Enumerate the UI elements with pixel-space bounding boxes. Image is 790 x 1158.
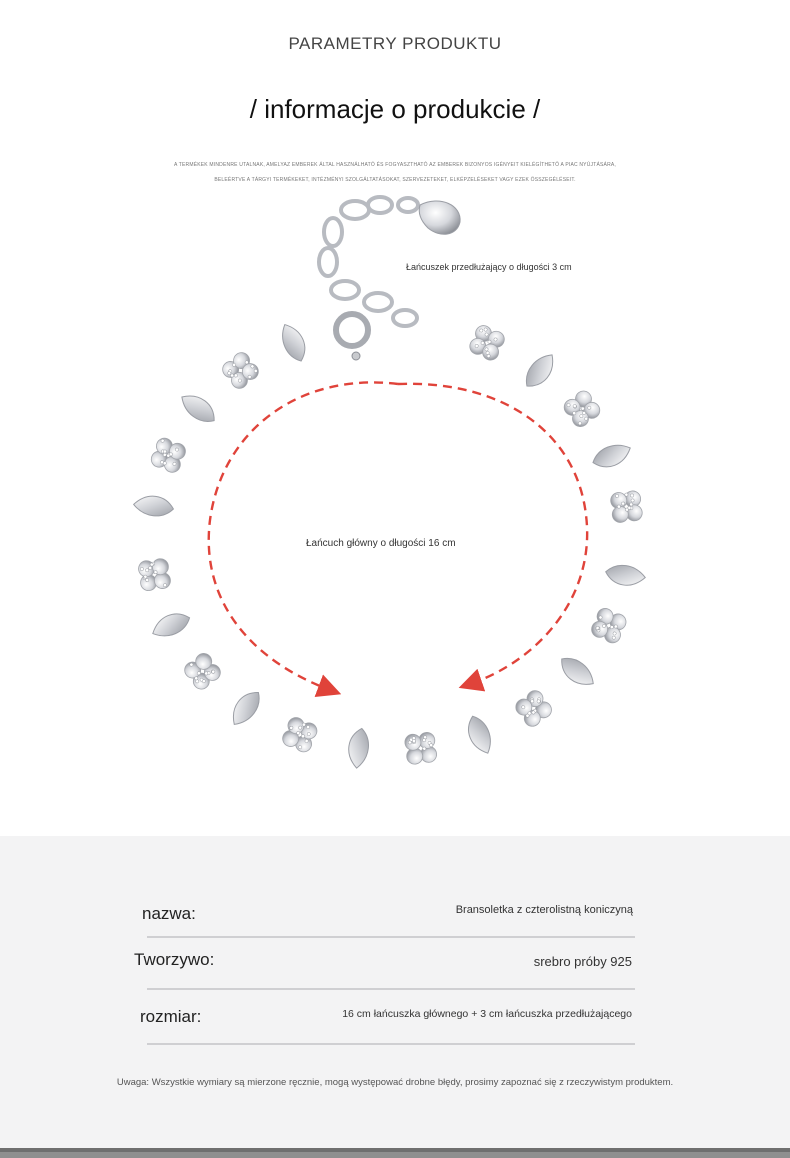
clover-link (467, 323, 507, 363)
section-title: PARAMETRY PRODUKTU (288, 34, 502, 53)
leaf-link (149, 608, 193, 642)
fine-print-line-2: BELEÉRTVE A TÁRGYI TERMÉKEKET, INTÉZMÉNYI SZOLGÁLTATÁSOKAT, SZERVEZETEKET, ELKÉPZELÉSEKET VAGY EZEK ÖSSZEGÉLÉSEIT. (214, 177, 576, 183)
spec-value-name: Bransoletka z czterolistną koniczyną (455, 904, 633, 916)
leaf-link (133, 494, 175, 518)
spec-value-size: 16 cm łańcuszka głównego + 3 cm łańcuszka przedłużającego (342, 1008, 632, 1020)
spec-label-size: rozmiar: (140, 1007, 202, 1026)
bottom-bar (0, 1148, 790, 1158)
specification-panel (0, 836, 790, 1158)
leaf-link (555, 652, 599, 692)
clover-link (404, 731, 438, 765)
leaf-link (520, 349, 560, 392)
bracelet-illustration (0, 190, 790, 780)
spec-divider (147, 1043, 635, 1045)
extension-drop-charm (419, 201, 460, 234)
clover-link (181, 650, 223, 692)
clover-link (589, 606, 628, 645)
section-subtitle: / informacje o produkcie / (249, 94, 541, 124)
clover-link (149, 436, 188, 475)
leaf-link (346, 727, 371, 769)
clover-link (513, 687, 555, 729)
leaf-link (590, 440, 634, 473)
measure-arrow-right (398, 384, 587, 684)
clover-link (219, 349, 261, 391)
leaf-link (226, 686, 266, 730)
leaf-link (177, 389, 221, 428)
clover-link (610, 490, 643, 523)
spec-label-material: Tworzywo: (134, 950, 215, 969)
clover-link (137, 558, 171, 592)
spec-label-name: nazwa: (142, 904, 196, 923)
leaf-link (604, 563, 646, 588)
clover-link (280, 715, 319, 754)
spec-divider (147, 988, 635, 990)
extension-length-label: Łańcuszek przedłużający o długości 3 cm (402, 260, 576, 274)
spring-ring-clasp (336, 314, 368, 346)
measurement-note: Uwaga: Wszystkie wymiary są mierzone ręcznie, mogą występować drobne błędy, prosimy zapoznać się z rzeczywistym produktem. (116, 1077, 674, 1088)
leaf-link (277, 320, 311, 364)
spec-divider (147, 936, 635, 938)
spec-value-material: srebro próby 925 (533, 954, 632, 969)
main-chain-length-label: Łańcuch główny o długości 16 cm (302, 536, 460, 551)
clover-link (561, 388, 603, 430)
leaf-link (463, 713, 496, 757)
fine-print-line-1: A TERMÉKEK MINDENRE UTALNAK, AMELYAZ EMBEREK ÁLTAL HASZNÁLHATÓ ÉS FOGYASZTHATÓ AZ EMBEREK BIZONYOS IGÉNYEIT KIELÉGÍTHETŐ A PIAC NYÚJTÁSÁRA, (173, 162, 617, 168)
